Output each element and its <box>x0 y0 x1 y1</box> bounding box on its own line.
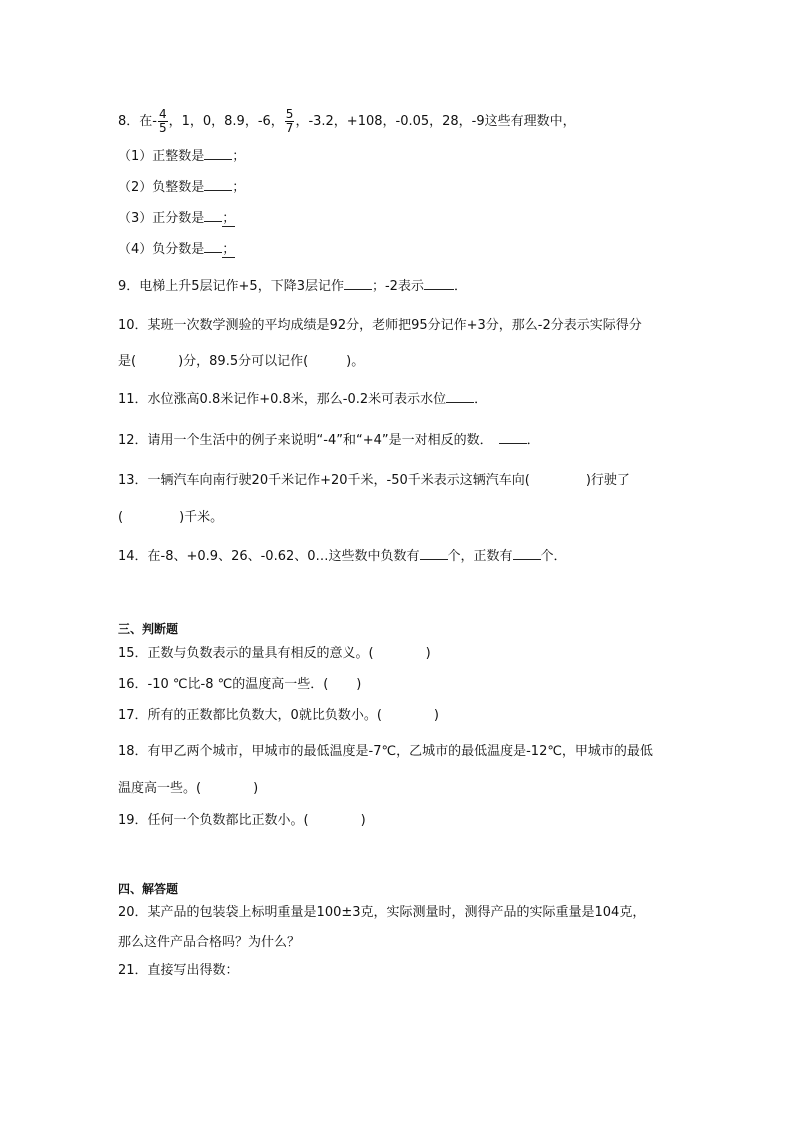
fraction-4-5: $\frac{4}{5}$ <box>158 107 167 135</box>
question-16: 16．-10 ℃比-8 ℃的温度高一些．( ) <box>118 677 362 692</box>
question-10: 10．某班一次数学测验的平均成绩是92分，老师把95分记作+3分，那么-2分表示实际得分 <box>118 318 642 333</box>
answer-blank[interactable] <box>204 178 232 191</box>
q8-sub1: （1）正整数是 ； <box>118 149 246 164</box>
question-10-line2: 是( )分，89.5分可以记作( )。 <box>118 354 365 369</box>
answer-blank[interactable] <box>446 390 474 403</box>
question-18: 18．有甲乙两个城市，甲城市的最低温度是-7℃，乙城市的最低温度是-12℃，甲城市的最低 <box>118 744 653 759</box>
answer-blank[interactable] <box>499 431 527 444</box>
question-9: 9．电梯上升5层记作+5，下降3层记作 ；-2表示 ． <box>118 279 467 294</box>
question-20: 20．某产品的包装袋上标明重量是100±3克，实际测量时，测得产品的实际重量是104克， <box>118 905 646 920</box>
question-11: 11．水位涨高0.8米记作+0.8米，那么-0.2米可表示水位 ． <box>118 392 488 407</box>
answer-blank[interactable] <box>424 277 454 290</box>
section-heading-judgment: 三、判断题 <box>118 622 179 636</box>
answer-blank[interactable] <box>204 209 222 222</box>
question-8 <box>118 108 576 135</box>
question-14: 14．在-8、+0.9、26、-0.62、0…这些数中负数有 个，正数有 个． <box>118 549 567 564</box>
fraction-5-7: $\frac{5}{7}$ <box>285 107 294 135</box>
question-13: 13．一辆汽车向南行驶20千米记作+20千米，-50千米表示这辆汽车向( )行驶了 <box>118 473 630 488</box>
question-12: 12．请用一个生活中的例子来说明“-4”和“+4”是一对相反的数． ． <box>118 433 540 448</box>
q8-sub4: （4）负分数是 ； <box>118 242 236 257</box>
q8-sub3: （3）正分数是 ； <box>118 211 236 226</box>
answer-blank[interactable] <box>513 547 541 560</box>
q8-sub2: （2）负整数是 ； <box>118 180 246 195</box>
question-19: 19．任何一个负数都比正数小。( ) <box>118 813 366 828</box>
q8-suffix: ，-3.2，+108，-0.05，28，-9这些有理数中， <box>295 114 576 129</box>
answer-blank[interactable] <box>420 547 448 560</box>
answer-blank[interactable] <box>204 147 232 160</box>
question-20-line2: 那么这件产品合格吗？为什么？ <box>118 935 301 950</box>
answer-blank[interactable] <box>344 277 372 290</box>
question-18-line2: 温度高一些。( ) <box>118 781 259 796</box>
q8-prefix: 8．在- <box>118 114 157 129</box>
question-15: 15．正数与负数表示的量具有相反的意义。( ) <box>118 646 431 661</box>
question-13-line2: ( )千米。 <box>118 510 224 525</box>
answer-blank[interactable] <box>204 240 222 253</box>
question-21: 21．直接写出得数： <box>118 963 239 978</box>
section-heading-answer: 四、解答题 <box>118 882 179 896</box>
q8-middle: ，1，0，8.9，-6， <box>168 114 284 129</box>
question-17: 17．所有的正数都比负数大，0就比负数小。( ) <box>118 708 439 723</box>
